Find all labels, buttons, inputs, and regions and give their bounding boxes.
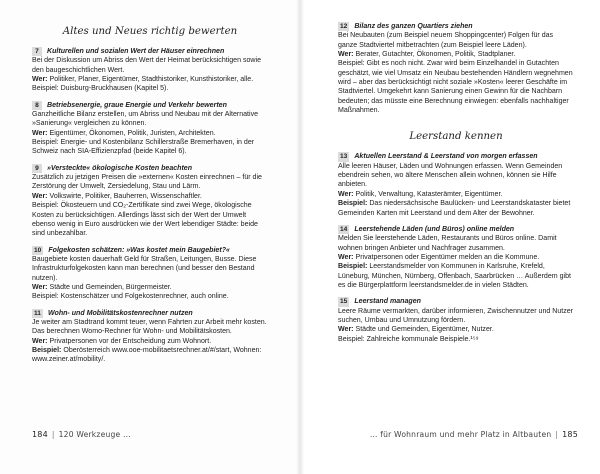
right-page (300, 0, 600, 474)
entry-text: Beispiel: Zahlreiche kommunale Beispiele.¹⁵⁹ (338, 335, 479, 343)
entry-title: »Versteckte« ökologische Kosten beachten (47, 164, 193, 172)
entry-line (338, 262, 574, 290)
right-column (338, 22, 574, 351)
entry-title: Bilanz des ganzen Quartiers ziehen (354, 23, 473, 30)
entry-label: Wer: (338, 51, 354, 59)
left-footer (32, 430, 131, 439)
footer-separator: | (51, 430, 55, 439)
right-entries-bottom (338, 152, 574, 344)
entry-line (32, 255, 268, 283)
section-title-altes-neues: Altes und Neues richtig bewerten (62, 26, 238, 37)
entry-line (338, 59, 574, 115)
entry-title: Betriebsenergie, graue Energie und Verkehr bewerten (47, 101, 227, 109)
entry-text: Ganzheitliche Bilanz erstellen, um Abriss und Neubau mit der Alternative »Sanierung« vergleichen zu können. (32, 111, 259, 128)
entry-text: Beispiel: Gibt es noch nicht. Zwar wird beim Einzelhandel in Gutachten geschätzt, wie viel Umsatz ein Neubau bestehenden Händlern wegnehmen wird – aber das berücksichtigt nicht soziale »Kosten« leerer Geschäfte im Stadtviertel. Umgekehrt kann Sanierung einen Gewinn für die Nachbarn bedeuten; das müsste eine Berechnung einwiegen: ebenfalls nachhaltiger Maßnahmen. (338, 60, 573, 115)
entry-line (32, 110, 268, 129)
entry-line (338, 162, 574, 190)
entry-title: Folgekosten schätzen: »Was kostet mein Baugebiet?« (48, 246, 230, 254)
entry-text: Privatpersonen vor der Entscheidung zum Wohnort. (47, 337, 212, 345)
entry-line (32, 75, 268, 84)
entry-label: Beispiel: (338, 200, 368, 208)
entry-text: Leere Räume vermarkten, darüber informieren, Zwischennutzer und Nutzer suchen, Umbau und Umnutzung fördern. (338, 307, 574, 324)
entry-text: Alle leeren Häuser, Läden und Wohnungen erfassen. Wenn Gemeinden ebendrein sehen, wo ältere Menschen allein wohnen, können sie Hilfe anbieten. (338, 162, 563, 189)
entry-line (32, 192, 268, 201)
entry-heading (338, 152, 574, 161)
entry-label: Wer: (32, 337, 48, 345)
right-footer (370, 430, 578, 439)
entry-line (32, 173, 268, 192)
entry-line (338, 335, 574, 344)
entry-number-badge: 13 (340, 153, 348, 161)
entry-label: Wer: (338, 326, 354, 334)
tool-entry-15 (338, 297, 574, 344)
tool-entry-8 (32, 101, 268, 157)
entry-text: Beispiel: Duisburg-Bruckhausen (Kapitel 5). (32, 85, 169, 93)
entry-text: Beispiel: Energie- und Kostenbilanz Schillerstraße Bremerhaven, in der Schweiz nach SIA-Effizienzpfad (beide Kapitel 6). (32, 139, 255, 156)
entry-text: Privatpersonen oder Eigentümer melden an die Kommune. (353, 253, 540, 261)
tool-entry-14 (338, 225, 574, 290)
entry-label: Wer: (32, 129, 48, 137)
entry-label: Wer: (32, 283, 48, 291)
entry-text: Beispiel: Ökosteuern und CO₂-Zertifikate sind zwei Wege, ökologische Kosten zu berücksichtigen. Allerdings lässt sich der Wert der Umwelt ebenso wenig in Euro ausdrücken wie der Wert lebendiger Städte: beide sind unbezahlbar. (32, 202, 258, 238)
entry-heading (338, 297, 574, 306)
entry-number-badge: 7 (32, 47, 42, 56)
entry-heading (32, 47, 268, 56)
entry-text: Städte und Gemeinden, Bürgermeister. (47, 283, 172, 291)
entry-heading (32, 309, 268, 318)
right-entries-top (338, 22, 574, 115)
tool-entry-7 (32, 47, 268, 94)
entry-text: Oberösterreich www.ooe-mobilitaetsrechner.at/#/start, Wohnen: www.zeiner.at/mobility/. (32, 346, 262, 364)
entry-line (338, 50, 574, 59)
footer-separator: | (555, 430, 559, 439)
entry-line (338, 234, 574, 253)
entry-title: Kulturellen und sozialen Wert der Häuser einrechnen (47, 48, 225, 55)
entry-text: Zusätzlich zu jetzigen Preisen die »externen« Kosten einrechnen – für die Zerstörung der Umwelt, Zersiedelung, Stau und Lärm. (32, 174, 262, 191)
left-entries (32, 47, 268, 365)
entry-text: Das niedersächsische Baulücken- und Leerstandskataster bietet Gemeinden Karten mit Leerstand und dem Alter der Bewohner. (338, 200, 571, 217)
entry-line (338, 190, 574, 199)
entry-line (32, 283, 268, 292)
entry-label: Wer: (32, 76, 48, 84)
entry-text: Eigentümer, Ökonomen, Politik, Juristen, Architekten. (47, 129, 216, 137)
entry-line (32, 201, 268, 238)
entry-line (32, 129, 268, 138)
entry-heading (32, 164, 268, 173)
page-number-left: 184 (32, 430, 48, 439)
entry-heading (338, 22, 574, 31)
entry-title: Leerstand managen (354, 298, 421, 306)
entry-heading (32, 101, 268, 110)
entry-number-badge: 9 (32, 164, 42, 173)
entry-text: Städte und Gemeinden, Eigentümer, Nutzer. (353, 326, 494, 334)
entry-number-badge: 14 (340, 225, 348, 233)
entry-label: Beispiel: (338, 263, 368, 271)
entry-line (338, 199, 574, 218)
section-title-leerstand: Leerstand kennen (409, 131, 503, 143)
entry-line (32, 318, 268, 337)
entry-line (32, 346, 268, 365)
entry-label: Wer: (338, 190, 354, 198)
entry-line (32, 56, 268, 75)
entry-text: Politik, Verwaltung, Katasterämter, Eigentümer. (353, 190, 503, 198)
entry-number-badge: 12 (340, 23, 348, 30)
entry-label: Wer: (32, 192, 48, 200)
entry-text: Volkswirte, Politiker, Bauherren, Wissenschaftler. (47, 192, 202, 200)
entry-number-badge: 11 (34, 309, 41, 317)
entry-line (32, 292, 268, 301)
entry-line (338, 31, 574, 50)
entry-number-badge: 15 (340, 298, 348, 306)
entry-line (338, 307, 574, 326)
tool-entry-9 (32, 164, 268, 239)
entry-line (338, 253, 574, 262)
page-number-right: 185 (562, 430, 578, 439)
entry-text: Berater, Gutachter, Ökonomen, Politik, Stadtplaner. (353, 51, 516, 59)
tool-entry-10 (32, 246, 268, 302)
tool-entry-12 (338, 22, 574, 115)
running-head-left: 120 Werkzeuge … (58, 430, 131, 439)
tool-entry-11 (32, 309, 268, 365)
book-gutter (296, 0, 304, 474)
entry-heading (32, 246, 268, 255)
tool-entry-13 (338, 152, 574, 217)
entry-text: Melden Sie leerstehende Läden, Restaurants und Büros online. Damit wohnen bringen Anbieter und Nachfrager zusammen. (338, 235, 557, 252)
entry-title: Leerstehende Läden (und Büros) online melden (354, 225, 515, 233)
entry-text: Politiker, Planer, Eigentümer, Stadthistoriker, Kunsthistoriker, alle. (47, 76, 254, 84)
running-head-right: … für Wohnraum und mehr Platz in Altbauten (369, 430, 552, 439)
entry-line (32, 337, 268, 346)
entry-line (32, 138, 268, 157)
entry-text: Baugebiete kosten dauerhaft Geld für Straßen, Leitungen, Busse. Diese Infrastrukturfolgekosten kann man berechnen (und besser den Bestand nutzen). (32, 255, 257, 282)
entry-text: Beispiel: Kostenschätzer und Folgekostenrechner, auch online. (32, 293, 229, 301)
entry-number-badge: 8 (32, 101, 42, 110)
entry-line (338, 325, 574, 334)
entry-text: Je weiter am Stadtrand kommt teuer, wenn Fahrten zur Arbeit mehr kosten. Das berechnen Womo-Rechner für Wohn- und Mobilitätskosten. (32, 318, 267, 336)
entry-text: Leerstandsmelder von Kommunen in Karlsruhe, Krefeld, Lüneburg, München, Nürnberg, Offenbach, Saarbrücken … Außerdem gibt es die Bürgerplattform leerstandsmelder.de in vielen Städten. (338, 263, 571, 289)
left-column (32, 22, 268, 372)
entry-title: Wohn- und Mobilitätskostenrechner nutzen (47, 309, 193, 317)
entry-text: Bei Neubauten (zum Beispiel neuem Shoppingcenter) Folgen für das ganze Stadtviertel mitbetrachten (zum Beispiel leere Läden). (338, 32, 554, 49)
entry-heading (338, 225, 574, 234)
entry-label: Beispiel: (32, 346, 62, 354)
entry-text: Bei der Diskussion um Abriss den Wert der Heimat berücksichtigen sowie den baugeschichtlichen Wert. (32, 57, 261, 74)
entry-number-badge: 10 (34, 246, 42, 254)
entry-line (32, 84, 268, 93)
entry-label: Wer: (338, 253, 354, 261)
entry-title: Aktuellen Leerstand & Leerstand von morgen erfassen (354, 153, 538, 161)
